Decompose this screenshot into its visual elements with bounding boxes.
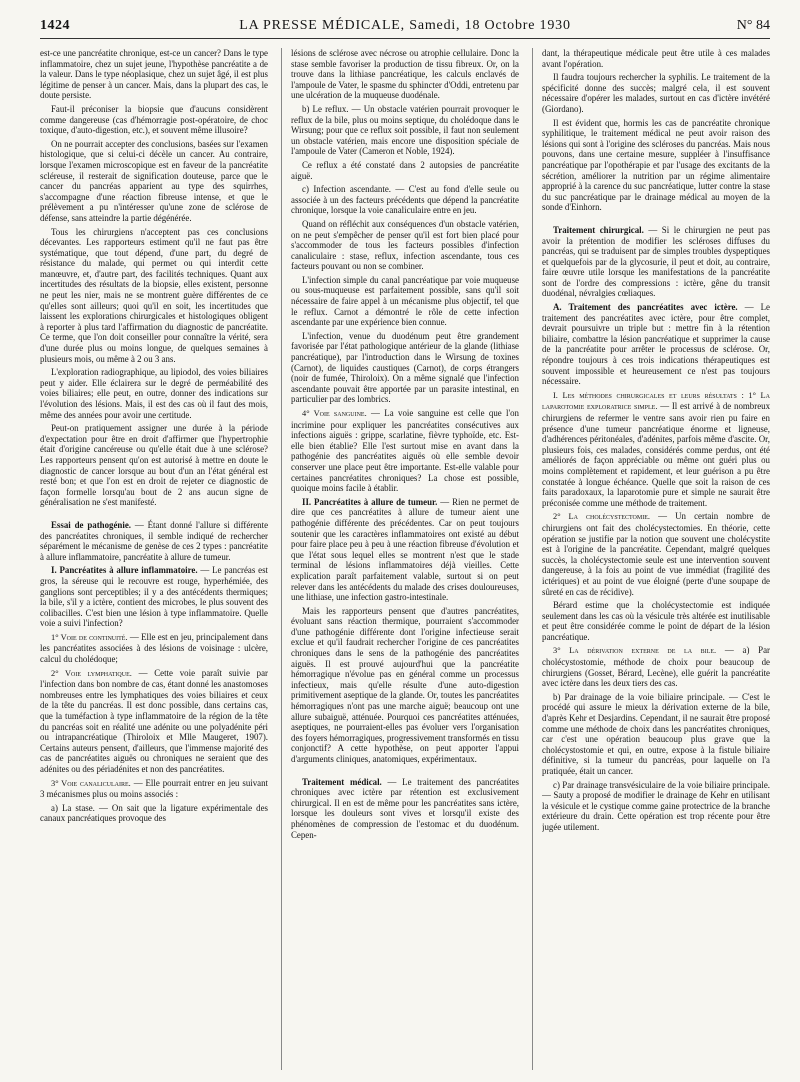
subsection-heading: 1° Voie de continuité. (51, 632, 128, 642)
subsection-heading: I. Les méthodes chirurgicales et leurs résultats : 1° La laparotomie exploratrice simple. (542, 390, 770, 412)
section-heading: II. Pancréatites à allure de tumeur. (302, 496, 438, 507)
section-paragraph: I. Pancréatites à allure inflammatoire. — Le pancréas est gros, la séreuse qui le recouvre est rouge, hyperhémiée, des ganglions sont perceptibles; il y a des antécédents thermiques; la bile, s'il y a ictère, contient des microbes, le plus souvent des colibacilles. C'est bien une lésion à type inflammatoire. Quelle voie a suivi l'infection? (40, 565, 268, 629)
paragraph: Quand on réfléchit aux conséquences d'un obstacle vatérien, on ne peut s'empêcher de penser qu'il est fort bien placé pour s'accommoder de tous les facteurs possibles d'infection canaliculaire : stase, reflux, infection ascendante, tous ces facteurs pouvant ou non se combiner. (291, 218, 519, 272)
section-paragraph: A. Traitement des pancréatites avec ictère. — Le traitement des pancréatites avec ictère, pour être complet, devrait poursuivre un triple but : mettre fin à la rétention biliaire, combattre la lésion pancréatique et supprimer la cause de la pancréatite pour arrêter le processus de sclérose. Or, répondre toujours à ces trois indications thérapeutiques est souvent impossible et heureusement ce n'est pas toujours nécessaire. (542, 302, 770, 387)
paragraph: lésions de sclérose avec nécrose ou atrophie cellulaire. Donc la stase semble favoriser la production de tissu fibreux. Or, on la trouve dans la lithiase pancréatique, les calculs enclavés de l'ampoule de Vater, le spasme du sphincter d'Oddi, entretenu par une ulcération de la muqueuse duodénale. (291, 48, 519, 101)
paragraph: L'exploration radiographique, au lipiodol, des voies biliaires peut y aider. Elle éclairera sur le degré de perméabilité des voies biliaires; elle peut, en outre, donner des indications sur l'évolution des lésions. Mais, il est des cas où il faut des mois, même des années pour avoir une certitude. (40, 367, 268, 420)
paragraph: a) La stase. — On sait que la ligature expérimentale des canaux pancréatiques provoque des (40, 802, 268, 824)
journal-title: LA PRESSE MÉDICALE, Samedi, 18 Octobre 1930 (239, 18, 571, 33)
subsection-heading: 4° Voie sanguine. (302, 409, 367, 418)
paragraph: Ce reflux a été constaté dans 2 autopsies de pancréatite aiguë. (291, 159, 519, 181)
section-paragraph: II. Pancréatites à allure de tumeur. — Rien ne permet de dire que ces pancréatites à allure de tumeur aient une pathogénie différente des précédentes. Car on peut toujours soutenir que les caractères inflammatoires ont existé au début pour faire place peu à peu à une réaction fibreuse d'évolution et que l'état sous lequel elles se montrent n'est que le stade terminal de lésions inflammatoires déjà vieilles. Cette explication paraît parfaitement valable, surtout si on peut relever dans les antécédents du malade des crises douloureuses, une lithiase, une infection gastro-intestinale. (291, 496, 519, 603)
section-heading: A. Traitement des pancréatites avec ictère. (553, 302, 738, 313)
subsection-heading: 2° Voie lymphatique. (51, 668, 132, 678)
paragraph: Mais les rapporteurs pensent que d'autres pancréatites, évoluant sans réaction thermique, pourraient s'accommoder d'une pathogénie différente dont l'origine infectieuse serait exclue et qu'il faudrait rechercher l'origine de ces pancréatites chroniques dans le sens de la pathogénie des pancréatites aiguës. Il est prouvé aujourd'hui que la pancréatite hémorragique n'évolue pas en général comme un processus infectieux, mais qu'elle résulte d'une auto-digestion primitivement aseptique de la glande. Or, toutes les pancréatites hémorragiques n'ont pas une marche aiguë; beaucoup ont une allure subaiguë, atténuée. Pourquoi ces pancréatites atténuées, aseptiques, ne pourraient-elles pas évoluer vers l'organisation des foyers hémorragiques, progressivement transformés en tissu conjonctif? A cette hypothèse, on peut apporter l'appui d'arguments cliniques, anatomiques, expérimentaux. (291, 605, 519, 764)
subsection-heading: 3° Voie canaliculaire. (51, 778, 131, 788)
paragraph: L'infection, venue du duodénum peut être grandement favorisée par l'état pathologique antérieur de la glande (lithiase pancréatique), par l'introduction dans le Wirsung de toxines (Carnot), de liquides caustiques (Carnot), de corps étrangers (noir de fumée, Thiroloix). On a même signalé que l'infection ascendante pouvait être apportée par un parasite intestinal, en particulier par des lombrics. (291, 330, 519, 405)
paragraph: est-ce une pancréatite chronique, est-ce un cancer? Dans le type inflammatoire, chez un sujet jeune, l'hypothèse pancréatite a de la valeur. Dans le type néoplasique, chez un sujet âgé, il est plus légitime de penser à un cancer. Mais, dans la plupart des cas, le doute persiste. (40, 48, 268, 101)
subsection-heading: 3° La dérivation externe de la bile. (553, 646, 717, 656)
column-divider (532, 48, 533, 1070)
paragraph: dant, la thérapeutique médicale peut être utile à ces malades avant l'opération. (542, 48, 770, 69)
section-paragraph: 3° La dérivation externe de la bile. — a) Par cholécystostomie, méthode de choix pour beaucoup de chirurgiens (Gosset, Bérard, Lecène), elle guérit la pancréatite avec ictère dans les deux tiers des cas. (542, 645, 770, 689)
text-column-1 (40, 48, 268, 1070)
page-header (40, 12, 770, 39)
text-column-2 (291, 48, 519, 1070)
section-paragraph: 1° Voie de continuité. — Elle est en jeu, principalement dans les pancréatites associées à des lésions de voisinage : ulcère, calcul du cholédoque; (40, 631, 268, 665)
section-heading: Essai de pathogénie. (51, 519, 131, 530)
column-divider (281, 48, 282, 1070)
paragraph: b) Par drainage de la voie biliaire principale. — C'est le procédé qui assure le mieux la dérivation externe de la bile, d'après Kehr et Desjardins. Cependant, il ne saurait être proposé comme une méthode de choix dans les pancréatites chroniques, car c'est une opération beaucoup plus grave que la cholécystostomie et qui, en outre, expose à la fistule biliaire définitive, si la tumeur du pancréas, pour laquelle on l'a pratiquée, était un cancer. (542, 691, 770, 776)
paragraph: c) Par drainage transvésiculaire de la voie biliaire principale. — Sauty a proposé de modifier le drainage de Kehr en utilisant la vésicule et le cystique comme gaine protectrice de la branche extérieure du drain. Cette opération est trop récente pour être jugée utilement. (542, 779, 770, 832)
section-paragraph: Traitement médical. — Le traitement des pancréatites chroniques avec ictère par rétention est exclusivement chirurgical. Il en est de même pour les pancréatites sans ictère, lorsque les douleurs sont vives et lorsqu'il existe des phénomènes de compression de l'estomac et du duodénum. Cepen- (291, 776, 519, 840)
paragraph: L'infection simple du canal pancréatique par voie muqueuse ou sous-muqueuse est parfaitement possible, sans qu'il soit nécessaire de faire appel à un mécanisme plus objectif, tel que le reflux. Carnot a démontré le rôle de cette infection ascendante par une expérience bien connue. (291, 274, 519, 328)
paragraph: b) Le reflux. — Un obstacle vatérien pourrait provoquer le reflux de la bile, plus ou moins septique, du cholédoque dans le Wirsung; pour que ce reflux soit possible, il faut non seulement un obstacle vatérien, mais encore une disposition spéciale de l'ampoule de Vater (Cameron et Noble, 1924). (291, 103, 519, 157)
paragraph: Il est évident que, hormis les cas de pancréatite chronique syphilitique, le traitement médical ne peut avoir raison des lésions qui sont à l'origine des scléroses du pancréas. Mais nous pouvons, dans une certaine mesure, suppléer à l'insuffisance pancréatique par l'opothérapie et par l'usage des excitants de la sécrétion, améliorer la nutrition par un régime alimentaire approprié à la carence du suc pancréatique, lutter contre la stase du suc pancréatique par le drainage médical au moyen de la sonde d'Einhorn. (542, 117, 770, 213)
paragraph: Il faudra toujours rechercher la syphilis. Le traitement de la spécificité donne des succès; malgré cela, il est souvent nécessaire d'opérer les malades, surtout en cas d'ictère invétéré (Giordano). (542, 72, 770, 114)
section-paragraph: 3° Voie canaliculaire. — Elle pourrait entrer en jeu suivant 3 mécanismes plus ou moins associés : (40, 777, 268, 800)
paragraph: Bérard estime que la cholécystectomie est indiquée seulement dans les cas où la vésicule très altérée est inutilisable et peut être considérée comme le point de départ de la lésion pancréatique. (542, 600, 770, 642)
paragraph: c) Infection ascendante. — C'est au fond d'elle seule ou associée à un des facteurs précédents que dépend la pancréatite chronique, lorsque la voie canaliculaire entre en jeu. (291, 184, 519, 216)
section-paragraph: 4° Voie sanguine. — La voie sanguine est celle que l'on incrimine pour expliquer les pancréatites consécutives aux infections aiguës : grippe, scarlatine, fièvre typhoïde, etc. Est-elle bien établie? Elle l'est surtout mise en avant dans la pathogénie des pancréatites aiguës où elle semble devoir conserver une place peut être importante. Est-elle valable pour certaines pancréatites chroniques? La chose est possible, quoique moins facile à établir. (291, 408, 519, 494)
section-paragraph: I. Les méthodes chirurgicales et leurs résultats : 1° La laparotomie exploratrice simple. — Il est arrivé à de nombreux chirurgiens de refermer le ventre sans avoir rien pu faire en présence d'une tumeur pancréatique énorme et ligneuse, d'adhérences péritonéales, d'adénites, parfois même d'ascite. Or, plusieurs fois, ces malades, considérés comme perdus, ont été améliorés de façon appréciable ou même ont guéri plus ou moins complètement et rapidement, et leur guérison a pu être constatée à longue échéance. Quelle que soit la raison de ces faits paradoxaux, la laparotomie pure et simple ne saurait être préconisée comme une méthode de traitement. (542, 390, 770, 508)
paragraph: Faut-il préconiser la biopsie que d'aucuns considèrent comme dangereuse (cas d'hémorragie post-opératoire, de choc toxique, d'auto-digestion, etc.), et souvent même illusoire? (40, 103, 268, 136)
issue-number: N° 84 (736, 18, 770, 33)
paragraph: On ne pourrait accepter des conclusions, basées sur l'examen histologique, que si celui-ci décèle un cancer. Au contraire, lorsque l'examen microscopique est en faveur de la pancréatite scléreuse, il resterait de signification douteuse, parce que le cancer du pancréas apparient au type des squirrhes, s'accompagne d'une réaction fibreuse intense, et que le prélèvement a pu n'intéresser qu'une zone de sclérose de défense, sans atteindre la partie dégénérée. (40, 138, 268, 223)
section-heading: Traitement chirurgical. (553, 224, 644, 235)
section-paragraph: 2° Voie lymphatique. — Cette voie paraît suivie par l'infection dans bon nombre de cas, étant donné les anastomoses nombreuses entre les lymphatiques des voies biliaires et ceux de la tête du pancréas. Il est donc possible, dans certains cas, que la tuméfaction à type inflammatoire de la région de la tête du pancréas soit en réalité une adénite ou une polyadénite péri ou intrapancréatique (Thiroloix et Mlle Maugeret, 1907). Certains auteurs pensent, d'ailleurs, que l'immense majorité des cas de pancréatites aiguës ou chroniques ne seraient que des adénites ou des périadénites et non des pancréatites. (40, 667, 268, 774)
section-paragraph: Essai de pathogénie. — Étant donné l'allure si différente des pancréatites chroniques, il semble indiqué de rechercher séparément le mécanisme de genèse de ces 2 types : pancréatite à allure inflammatoire, pancréatite à allure de tumeur. (40, 519, 268, 562)
section-heading: I. Pancréatites à allure inflammatoire. (51, 565, 198, 576)
section-paragraph: 2° La cholécystectomie. — Un certain nombre de chirurgiens ont fait des cholécystectomies. En théorie, cette opération se justifie par la notion que souvent une cholécystite est à l'origine de la pancréatite. Cependant, malgré quelques succès, la cholécystectomie seule est une intervention souvent dangereuse, à la fois au point de vue immédiat (fragilité des ictériques) et au point de vue éloigné (perte d'une soupape de sûreté en cas de récidive). (542, 511, 770, 597)
paragraph: Tous les chirurgiens n'acceptent pas ces conclusions décevantes. Les rapporteurs estiment qu'il ne faut pas être systématique, que tout dépend, d'une part, du degré de résistance du malade, qui permet ou qui interdit cette manœuvre, et, d'autre part, des facilités techniques. Quant aux incertitudes des résultats de la biopsie, elles existent, personne ne peut les nier, mais ne se montrent guère différentes de ce qu'elles sont ailleurs; quoi qu'il en soit, les incertitudes que laissent les explorations chirurgicales et histologiques obligent à reporter à plus tard l'affirmation du diagnostic de pancréatite. Ce terme, que l'on doit conseiller pour connaître la vérité, sera d'une durée plus ou moins longue, de quelques semaines à plusieurs mois, ou même à 2 ou 3 ans. (40, 226, 268, 364)
section-paragraph: Traitement chirurgical. — Si le chirurgien ne peut pas avoir la prétention de modifier les scléroses diffuses du pancréas, qui se traduisent par de simples troubles dyspeptiques et quelquefois par de la glycosurie, il peut et doit, au contraire, faire œuvre utile lorsque les manifestations de la pancréatite sont de l'ordre des compressions : ictère, gêne du transit duodénal, névralgies cœliaques. (542, 224, 770, 299)
paragraph: Peut-on pratiquement assigner une durée à la période d'expectation pour être en droit d'affirmer que l'hypertrophie était d'origine cancéreuse ou qu'elle était due à une sclérose? Les rapporteurs pensent qu'on est autorisé à mettre en doute le diagnostic de cancer lorsque au bout d'un an l'état général est resté bon; et que l'on est en droit de rejeter ce diagnostic de façon formelle lorsqu'au bout de 2 ans aucun signe de généralisation ne s'est manifesté. (40, 423, 268, 508)
section-heading: Traitement médical. (302, 776, 382, 787)
text-column-3 (542, 48, 770, 1070)
subsection-heading: 2° La cholécystectomie. (553, 512, 650, 522)
page-number: 1424 (40, 18, 70, 33)
